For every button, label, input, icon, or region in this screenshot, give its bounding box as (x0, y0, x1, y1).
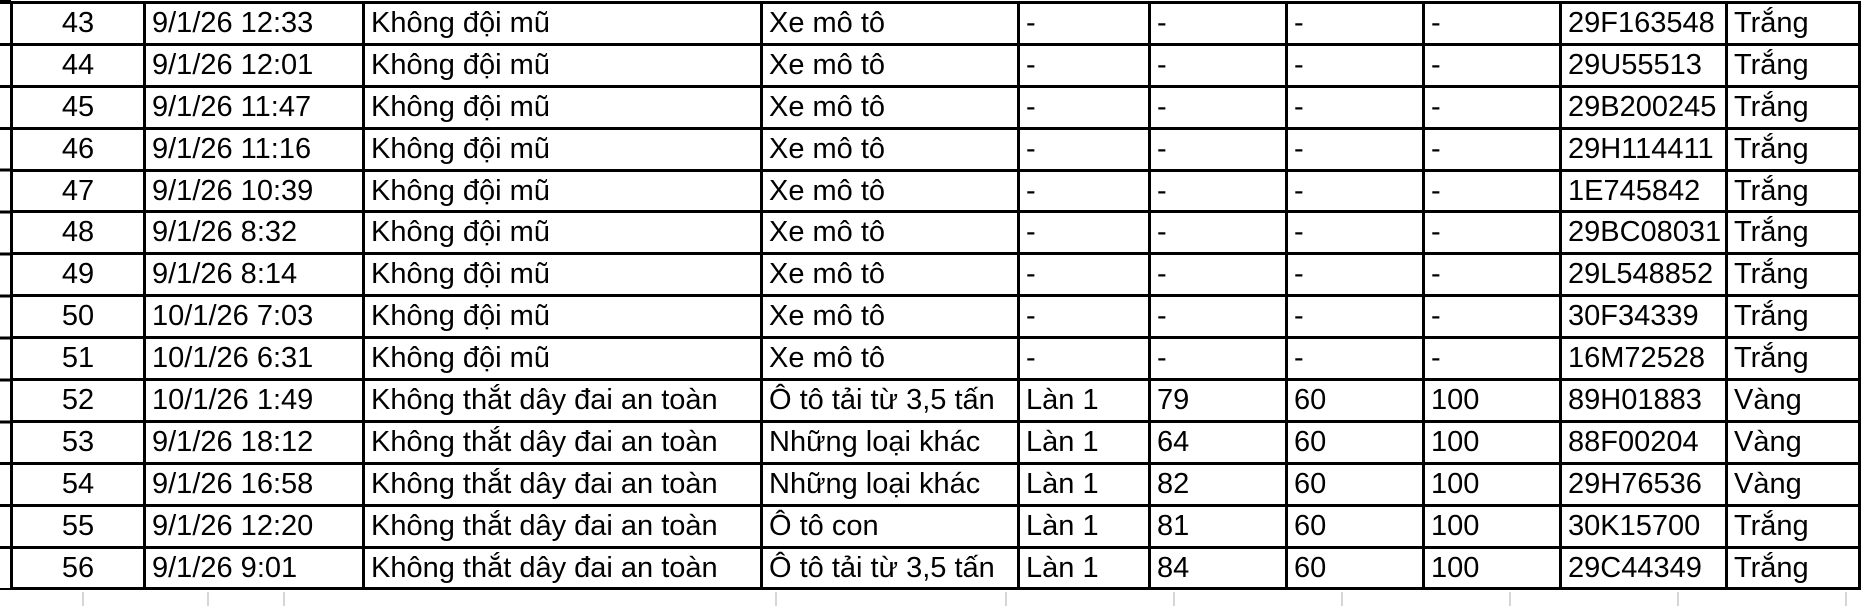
vehicle-color-cell[interactable]: Vàng (1727, 380, 1860, 422)
speed-limit-cell[interactable]: - (1287, 3, 1424, 45)
speed-cell[interactable]: - (1150, 128, 1287, 170)
sheet-gridline (1845, 592, 1847, 606)
datetime-cell[interactable]: 9/1/26 8:32 (145, 212, 364, 254)
row-number-cell[interactable]: 49 (12, 254, 145, 296)
plate-cell[interactable]: 29B200245 (1561, 86, 1727, 128)
table-row (12, 86, 1860, 128)
sheet-gridline (1005, 592, 1007, 606)
vehicle-cell[interactable]: Xe mô tô (762, 212, 1019, 254)
speed-cell[interactable]: 82 (1150, 463, 1287, 505)
table-row (12, 44, 1860, 86)
vehicle-cell[interactable]: Xe mô tô (762, 128, 1019, 170)
violation-cell[interactable]: Không đội mũ (364, 44, 762, 86)
speed-cell[interactable]: - (1150, 212, 1287, 254)
speed-limit-cell[interactable]: 60 (1287, 380, 1424, 422)
vehicle-color-cell[interactable]: Trắng (1727, 254, 1860, 296)
row-number-cell[interactable]: 53 (12, 421, 145, 463)
plate-cell[interactable]: 29H114411 (1561, 128, 1727, 170)
speed-limit-cell[interactable]: 60 (1287, 421, 1424, 463)
plate-cell[interactable]: 88F00204 (1561, 421, 1727, 463)
row-number-cell[interactable]: 50 (12, 296, 145, 338)
row-number-cell[interactable]: 54 (12, 463, 145, 505)
speed-cell[interactable]: 84 (1150, 547, 1287, 589)
vehicle-cell[interactable]: Xe mô tô (762, 296, 1019, 338)
vehicle-color-cell[interactable]: Trắng (1727, 86, 1860, 128)
speed-limit-cell[interactable]: - (1287, 212, 1424, 254)
table-body (12, 3, 1860, 589)
sheet-gridline (82, 592, 84, 606)
vehicle-cell[interactable]: Xe mô tô (762, 338, 1019, 380)
datetime-cell[interactable]: 9/1/26 10:39 (145, 170, 364, 212)
table-row (12, 463, 1860, 505)
violation-cell[interactable]: Không đội mũ (364, 86, 762, 128)
lane-cell[interactable]: Làn 1 (1019, 421, 1150, 463)
violation-cell[interactable]: Không thắt dây đai an toàn (364, 505, 762, 547)
violation-cell[interactable]: Không thắt dây đai an toàn (364, 421, 762, 463)
sheet-gridline (283, 592, 285, 606)
row-number-cell[interactable]: 55 (12, 505, 145, 547)
table-row (12, 338, 1860, 380)
speed-limit-cell[interactable]: - (1287, 254, 1424, 296)
lane-cell[interactable]: - (1019, 128, 1150, 170)
vehicle-color-cell[interactable]: Trắng (1727, 170, 1860, 212)
speed-limit-cell[interactable]: - (1287, 128, 1424, 170)
violation-cell[interactable]: Không đội mũ (364, 3, 762, 45)
vehicle-color-cell[interactable]: Trắng (1727, 212, 1860, 254)
threshold-cell[interactable]: 100 (1424, 505, 1561, 547)
speed-cell[interactable]: - (1150, 296, 1287, 338)
speed-cell[interactable]: 64 (1150, 421, 1287, 463)
vehicle-cell[interactable]: Những loại khác (762, 463, 1019, 505)
vehicle-cell[interactable]: Những loại khác (762, 421, 1019, 463)
vehicle-color-cell[interactable]: Trắng (1727, 128, 1860, 170)
plate-cell[interactable]: 29F163548 (1561, 3, 1727, 45)
datetime-cell[interactable]: 9/1/26 12:20 (145, 505, 364, 547)
vehicle-color-cell[interactable]: Trắng (1727, 296, 1860, 338)
datetime-cell[interactable]: 9/1/26 11:47 (145, 86, 364, 128)
datetime-cell[interactable]: 9/1/26 11:16 (145, 128, 364, 170)
datetime-cell[interactable]: 9/1/26 16:58 (145, 463, 364, 505)
speed-limit-cell[interactable]: - (1287, 44, 1424, 86)
plate-cell[interactable]: 29BC08031 (1561, 212, 1727, 254)
vehicle-cell[interactable]: Xe mô tô (762, 170, 1019, 212)
vehicle-color-cell[interactable]: Trắng (1727, 338, 1860, 380)
table-row (12, 3, 1860, 45)
datetime-cell[interactable]: 10/1/26 6:31 (145, 338, 364, 380)
violation-cell[interactable]: Không đội mũ (364, 212, 762, 254)
threshold-cell[interactable]: - (1424, 86, 1561, 128)
threshold-cell[interactable]: - (1424, 44, 1561, 86)
speed-cell[interactable]: - (1150, 3, 1287, 45)
threshold-cell[interactable]: - (1424, 212, 1561, 254)
lane-cell[interactable]: Làn 1 (1019, 547, 1150, 589)
table-row (12, 170, 1860, 212)
speed-limit-cell[interactable]: - (1287, 338, 1424, 380)
threshold-cell[interactable]: 100 (1424, 547, 1561, 589)
violation-cell[interactable]: Không thắt dây đai an toàn (364, 380, 762, 422)
violation-cell[interactable]: Không thắt dây đai an toàn (364, 463, 762, 505)
lane-cell[interactable]: - (1019, 3, 1150, 45)
threshold-cell[interactable]: - (1424, 3, 1561, 45)
lane-cell[interactable]: Làn 1 (1019, 463, 1150, 505)
violation-cell[interactable]: Không đội mũ (364, 128, 762, 170)
violation-table (10, 1, 1861, 590)
vehicle-color-cell[interactable]: Trắng (1727, 547, 1860, 589)
row-number-cell[interactable]: 48 (12, 212, 145, 254)
table-row (12, 421, 1860, 463)
table-row (12, 547, 1860, 589)
lane-cell[interactable]: - (1019, 296, 1150, 338)
lane-cell[interactable]: - (1019, 338, 1150, 380)
speed-limit-cell[interactable]: 60 (1287, 547, 1424, 589)
violation-cell[interactable]: Không đội mũ (364, 254, 762, 296)
row-number-cell[interactable]: 47 (12, 170, 145, 212)
violation-cell[interactable]: Không đội mũ (364, 296, 762, 338)
datetime-cell[interactable]: 9/1/26 9:01 (145, 547, 364, 589)
plate-cell[interactable]: 16M72528 (1561, 338, 1727, 380)
threshold-cell[interactable]: - (1424, 170, 1561, 212)
speed-cell[interactable]: - (1150, 44, 1287, 86)
vehicle-cell[interactable]: Xe mô tô (762, 254, 1019, 296)
sheet-gridline (1341, 592, 1343, 606)
plate-cell[interactable]: 29C44349 (1561, 547, 1727, 589)
sheet-gridline (1677, 592, 1679, 606)
row-number-cell[interactable]: 43 (12, 3, 145, 45)
sheet-gridline (1509, 592, 1511, 606)
vehicle-cell[interactable]: Ô tô con (762, 505, 1019, 547)
vehicle-cell[interactable]: Xe mô tô (762, 86, 1019, 128)
row-number-cell[interactable]: 51 (12, 338, 145, 380)
lane-cell[interactable]: - (1019, 254, 1150, 296)
speed-limit-cell[interactable]: - (1287, 170, 1424, 212)
row-number-cell[interactable]: 46 (12, 128, 145, 170)
datetime-cell[interactable]: 10/1/26 1:49 (145, 380, 364, 422)
plate-cell[interactable]: 29U55513 (1561, 44, 1727, 86)
datetime-cell[interactable]: 9/1/26 8:14 (145, 254, 364, 296)
table-row (12, 128, 1860, 170)
violation-cell[interactable]: Không thắt dây đai an toàn (364, 547, 762, 589)
speed-cell[interactable]: 81 (1150, 505, 1287, 547)
sheet-gridline (775, 592, 777, 606)
speed-cell[interactable]: - (1150, 170, 1287, 212)
lane-cell[interactable]: - (1019, 212, 1150, 254)
speed-limit-cell[interactable]: - (1287, 296, 1424, 338)
lane-cell[interactable]: - (1019, 170, 1150, 212)
row-number-cell[interactable]: 52 (12, 380, 145, 422)
speed-cell[interactable]: - (1150, 254, 1287, 296)
plate-cell[interactable]: 89H01883 (1561, 380, 1727, 422)
row-number-cell[interactable]: 44 (12, 44, 145, 86)
table-row (12, 505, 1860, 547)
vehicle-cell[interactable]: Ô tô tải từ 3,5 tấn (762, 547, 1019, 589)
vehicle-cell[interactable]: Xe mô tô (762, 3, 1019, 45)
threshold-cell[interactable]: 100 (1424, 463, 1561, 505)
row-number-cell[interactable]: 56 (12, 547, 145, 589)
vehicle-color-cell[interactable]: Trắng (1727, 44, 1860, 86)
speed-limit-cell[interactable]: 60 (1287, 505, 1424, 547)
row-number-cell[interactable]: 45 (12, 86, 145, 128)
speed-cell[interactable]: 79 (1150, 380, 1287, 422)
vehicle-color-cell[interactable]: Vàng (1727, 463, 1860, 505)
vehicle-color-cell[interactable]: Trắng (1727, 505, 1860, 547)
plate-cell[interactable]: 1E745842 (1561, 170, 1727, 212)
vehicle-color-cell[interactable]: Vàng (1727, 421, 1860, 463)
threshold-cell[interactable]: - (1424, 296, 1561, 338)
table-row (12, 296, 1860, 338)
datetime-cell[interactable]: 9/1/26 12:01 (145, 44, 364, 86)
threshold-cell[interactable]: - (1424, 338, 1561, 380)
sheet-gridline (1173, 592, 1175, 606)
threshold-cell[interactable]: - (1424, 254, 1561, 296)
table-row (12, 380, 1860, 422)
speed-cell[interactable]: - (1150, 86, 1287, 128)
speed-cell[interactable]: - (1150, 338, 1287, 380)
violation-cell[interactable]: Không đội mũ (364, 338, 762, 380)
datetime-cell[interactable]: 9/1/26 12:33 (145, 3, 364, 45)
violation-cell[interactable]: Không đội mũ (364, 170, 762, 212)
sheet-gridline (207, 592, 209, 606)
threshold-cell[interactable]: - (1424, 128, 1561, 170)
table-row (12, 254, 1860, 296)
plate-cell[interactable]: 29L548852 (1561, 254, 1727, 296)
plate-cell[interactable]: 30F34339 (1561, 296, 1727, 338)
threshold-cell[interactable]: 100 (1424, 380, 1561, 422)
table-row (12, 212, 1860, 254)
speed-limit-cell[interactable]: 60 (1287, 463, 1424, 505)
threshold-cell[interactable]: 100 (1424, 421, 1561, 463)
lane-cell[interactable]: - (1019, 86, 1150, 128)
speed-limit-cell[interactable]: - (1287, 86, 1424, 128)
lane-cell[interactable]: Làn 1 (1019, 505, 1150, 547)
datetime-cell[interactable]: 10/1/26 7:03 (145, 296, 364, 338)
lane-cell[interactable]: - (1019, 44, 1150, 86)
vehicle-cell[interactable]: Xe mô tô (762, 44, 1019, 86)
lane-cell[interactable]: Làn 1 (1019, 380, 1150, 422)
plate-cell[interactable]: 30K15700 (1561, 505, 1727, 547)
vehicle-cell[interactable]: Ô tô tải từ 3,5 tấn (762, 380, 1019, 422)
plate-cell[interactable]: 29H76536 (1561, 463, 1727, 505)
vehicle-color-cell[interactable]: Trắng (1727, 3, 1860, 45)
datetime-cell[interactable]: 9/1/26 18:12 (145, 421, 364, 463)
